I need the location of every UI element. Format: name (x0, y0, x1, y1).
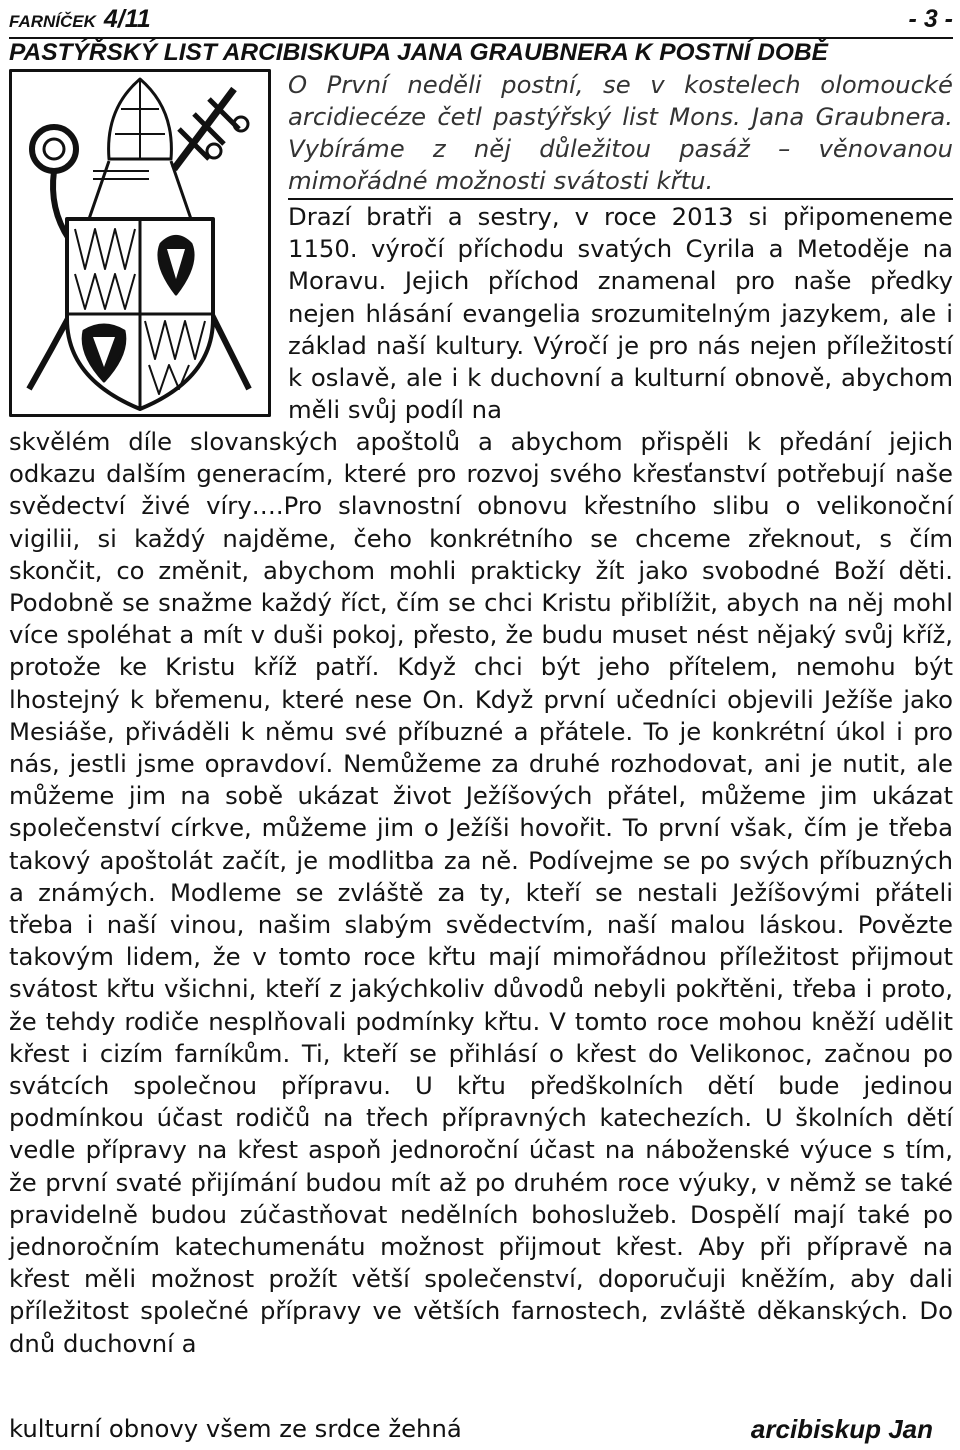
signature-name: arcibiskup Jan (750, 1414, 933, 1444)
page-number: - 3 - (908, 5, 953, 33)
closing-text: kulturní obnovy všem ze srdce žehná (9, 1414, 462, 1443)
article-body-top: Drazí bratři a sestry, v roce 2013 si připomeneme 1150. výročí příchodu svatých Cyrila a Metoděje na Moravu. Jejich příchod znamenal pro naše předky nejen hlásání evangelia srozumitelným jazykem, ale i základ naší kultury. Výročí je pro nás nejen příležitostí k oslavě, ale i k duchovní a kulturní obnově, abychom měli svůj podíl na (288, 202, 953, 425)
issue-number: 4/11 (103, 5, 151, 33)
archbishop-coat-of-arms-icon (9, 69, 271, 417)
article-body-main: skvělém díle slovanských apoštolů a abychom přispěli k předání jejich odkazu dalším generacím, které pro rozvoj svého křesťanství potřebují naše svědectví živé víry….Pro slavnostní obnovu křestního slibu o velikonoční vigilii, si každý najděme, čeho konkrétního se chceme zřeknout, s čím skončit, co změnit, abychom mohli prakticky žít jako svobodné Boží děti. Podobně se snažme každý říct, čím se chci Kristu přiblížit, abych na něj mohl více spoléhat a mít v duši pokoj, přesto, že budu muset nést nějaký svůj kříž, protože ke Kristu kříž patří. Když chci být jeho přítelem, nemohu být lhostejný k břemenu, které nese On. Když první učedníci objevili Ježíše jako Mesiáše, přiváděli k němu své příbuzné a přátele. To je konkrétní úkol i pro nás, jestli jsme opravdoví. Nemůžeme za druhé rozhodovat, ani je nutit, ale můžeme jim na sobě ukázat život Ježíšových přátel, můžeme jim ukázat společenství církve, můžeme jim o Ježíši hovořit. To první však, čím je třeba takový apoštolát začít, je modlitba za ně. Podívejme se po svých příbuzných a známých. Modleme se zvláště za ty, kteří se nestali Ježíšovými přáteli třeba i naší vinou, našim slabým svědectvím, naší malou láskou. Povězte takovým lidem, že v tomto roce křtu mají mimořádnou příležitost přijmout svátost křtu všichni, kteří z jakýchkoliv důvodů nebyli pokřtěni, třeba i proto, že tehdy rodiče nesplňovali podmínky křtu. V tomto roce mohou kněží udělit křest i cizím farníkům. Ti, kteří se přihlásí o křest do Velikonoc, začnou po svátcích společnou přípravu. U křtu předškolních dětí bude jedinou podmínkou účast rodičů na třech přípravných katechezích. U školních dětí vedle přípravy na křest aspoň jednoroční účast na náboženské výuce s tím, že první svaté přijímání budou mít až po druhém roce výuky, v němž se také pravidelně budou zúčastňovat nedělních bohoslužeb. Dospělí mají také po jednoročním katechumenátu možnost přijmout křest. Aby při přípravě na křest měli možnost prožít větší společenství, doporučuji kněžím, aby dali příležitost společné přípravy ve větších farnostech, zvláště děkanských. Do dnů duchovní a (9, 427, 953, 1358)
article-intro: O První neděli postní, se v kostelech olomoucké arcidiecéze četl pastýřský list Mons. Jana Graubnera. Vybíráme z něj důležitou pasáž – věnovanou mimořádné možnosti svátosti křtu. (288, 70, 953, 195)
publication-name: FARNÍČEK (9, 12, 96, 31)
signature-line (9, 1412, 953, 1446)
article-title: PASTÝŘSKÝ LIST ARCIBISKUPA JANA GRAUBNERA K POSTNÍ DOBĚ (9, 39, 828, 66)
publication-label (9, 3, 151, 38)
page-header (9, 3, 953, 39)
intro-divider (288, 198, 953, 200)
